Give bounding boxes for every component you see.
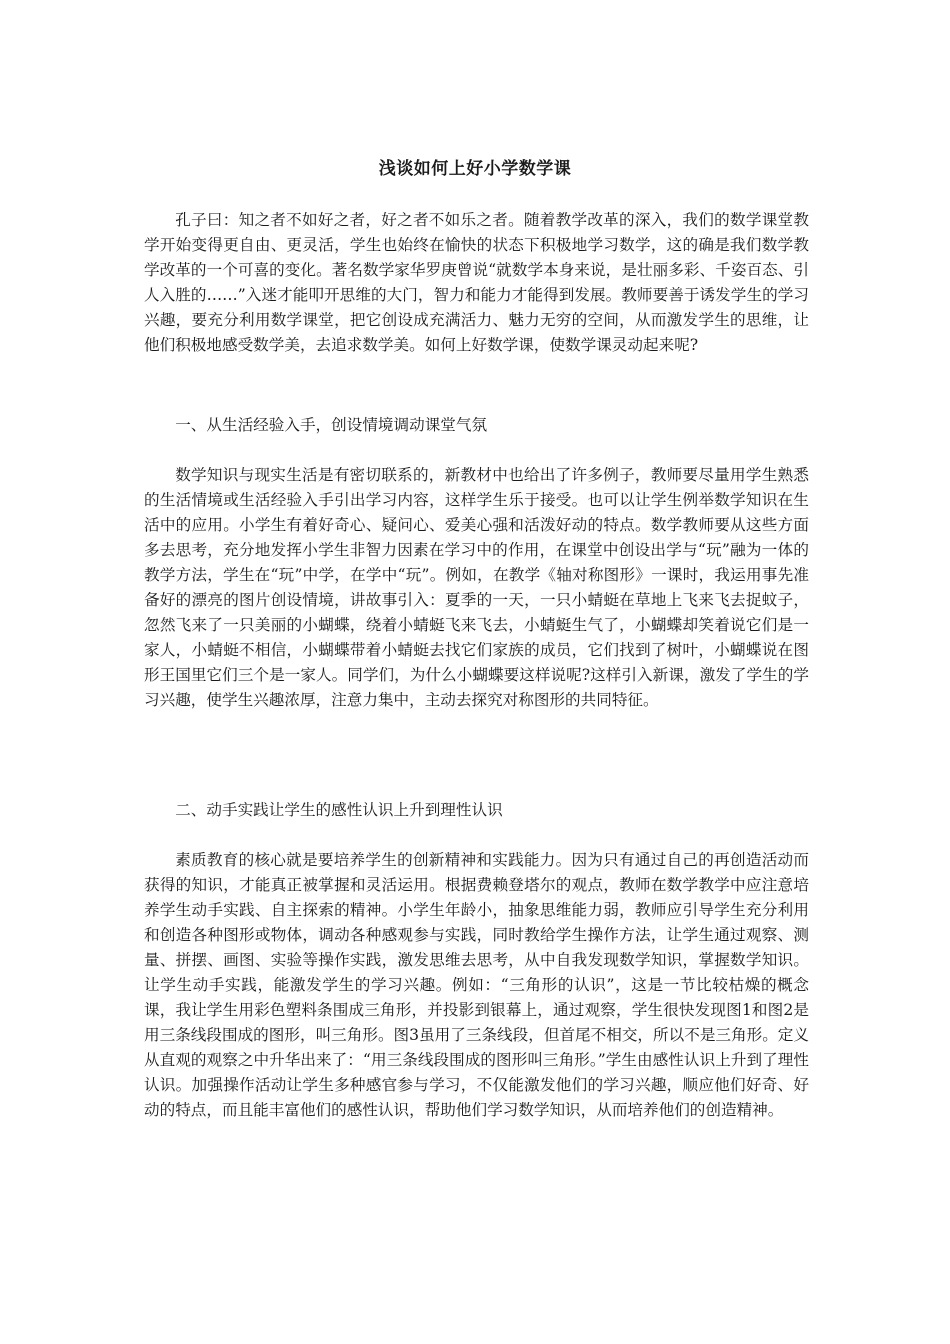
section-heading-1: 一、从生活经验入手，创设情境调动课堂气氛: [175, 416, 488, 434]
document-title: 浅谈如何上好小学数学课: [378, 159, 572, 179]
section-body-2: 素质教育的核心就是要培养学生的创新精神和实践能力。因为只有通过自己的再创造活动而获得的知识，才能真正被掌握和灵活运用。根据费赖登塔尔的观点，教师在数学教学中应注意培养学生动手实践、自主探索的精神。小学生年龄小，抽象思维能力弱，教师应引导学生充分利用和创造各种图形或物体，调动各种感观参与实践，同时教给学生操作方法，让学生通过观察、测量、拼摆、画图、实验等操作实践，激发思维去思考，从中自我发现数学知识，掌握数学知识。让学生动手实践，能激发学生的学习兴趣。例如：“三角形的认识”，这是一节比较枯燥的概念课，我让学生用彩色塑料条围成三角形，并投影到银幕上，通过观察，学生很快发现图1和图2是用三条线段围成的图形，叫三角形。图3虽用了三条线段，但首尾不相交，所以不是三角形。定义从直观的观察之中升华出来了：“用三条线段围成的图形叫三角形。”学生由感性认识上升到了理性认识。加强操作活动让学生多种感官参与学习，不仅能激发他们的学习兴趣，顺应他们好奇、好动的特点，而且能丰富他们的感性认识，帮助他们学习数学知识，从而培养他们的创造精神。: [144, 851, 809, 1119]
intro-paragraph: 孔子曰：知之者不如好之者，好之者不如乐之者。随着教学改革的深入，我们的数学课堂教学开始变得更自由、更灵活，学生也始终在愉快的状态下积极地学习数学，这的确是我们数学教学改革的一个可喜的变化。著名数学家华罗庚曾说“就数学本身来说，是壮丽多彩、千姿百态、引人入胜的……”入迷才能叩开思维的大门，智力和能力才能得到发展。教师要善于诱发学生的学习兴趣，要充分利用数学课堂，把它创设成充满活力、魅力无穷的空间，从而激发学生的思维，让他们积极地感受数学美，去追求数学美。如何上好数学课，使数学课灵动起来呢?: [144, 211, 809, 354]
section-heading-2: 二、动手实践让学生的感性认识上升到理性认识: [175, 801, 503, 819]
section-body-1: 数学知识与现实生活是有密切联系的，新教材中也给出了许多例子，教师要尽量用学生熟悉的生活情境或生活经验入手引出学习内容，这样学生乐于接受。也可以让学生例举数学知识在生活中的应用。小学生有着好奇心、疑问心、爱美心强和活泼好动的特点。数学教师要从这些方面多去思考，充分地发挥小学生非智力因素在学习中的作用，在课堂中创设出学与“玩”融为一体的教学方法，学生在“玩”中学，在学中“玩”。例如，在教学《轴对称图形》一课时，我运用事先准备好的漂亮的图片创设情境，讲故事引入：夏季的一天，一只小蜻蜓在草地上飞来飞去捉蚊子，忽然飞来了一只美丽的小蝴蝶，绕着小蜻蜓飞来飞去，小蜻蜓生气了，小蝴蝶却笑着说它们是一家人，小蜻蜓不相信，小蝴蝶带着小蜻蜓去找它们家族的成员，它们找到了树叶，小蝴蝶说在图形王国里它们三个是一家人。同学们，为什么小蝴蝶要这样说呢?这样引入新课，激发了学生的学习兴趣，使学生兴趣浓厚，注意力集中，主动去探究对称图形的共同特征。: [144, 466, 809, 709]
